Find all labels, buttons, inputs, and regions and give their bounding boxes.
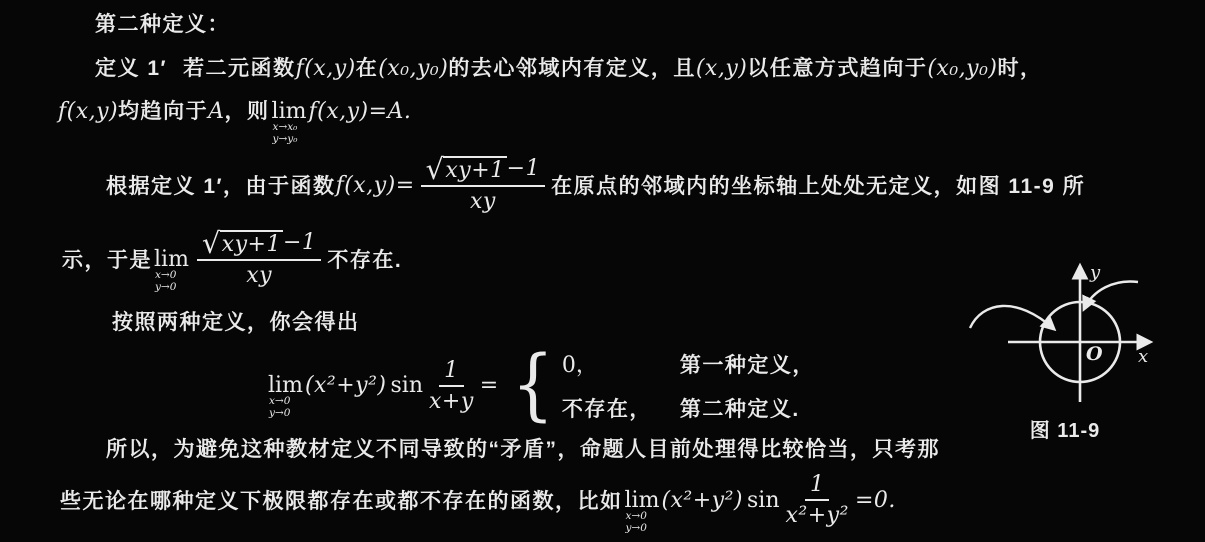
- case-row: [562, 393, 815, 423]
- x-axis-label: x: [1138, 346, 1149, 367]
- lim-subscripts: [155, 269, 176, 293]
- text-seg: 时，: [997, 57, 1043, 80]
- text-seg: 示，于是: [62, 249, 152, 273]
- radical-sign: √: [425, 152, 445, 186]
- limit-operator: [271, 99, 307, 146]
- origin-label: O: [1086, 343, 1103, 365]
- lim-word: lim: [271, 99, 307, 124]
- text-seg: 所以，为避免这种教材定义不同导致的“矛盾”，命题人目前处理得比较恰当，只考那: [106, 438, 940, 461]
- text-seg: 在: [355, 57, 379, 80]
- section-heading: [95, 8, 230, 38]
- text-seg: 的去心邻域内有定义，且: [448, 57, 696, 80]
- approach-arrow-left: [970, 306, 1054, 329]
- paragraph-conclusion-1: [106, 433, 940, 463]
- math-seg: (x²+y²): [661, 487, 744, 513]
- lim-subscripts: [269, 395, 290, 419]
- case-label: 第二种定义.: [679, 398, 800, 421]
- lim-sub-y: y→0: [625, 521, 647, 534]
- numerator-tail: −1: [282, 230, 317, 255]
- definition-line-1: [95, 52, 1042, 82]
- fraction-numerator: 1: [805, 472, 830, 501]
- lim-sub-y: y→0: [269, 407, 291, 420]
- fraction-numerator: [421, 152, 545, 187]
- fraction-sqrt-xy: [197, 226, 321, 289]
- text-seg: 不存在.: [327, 249, 403, 273]
- figure-11-9: [962, 252, 1167, 412]
- paragraph-two-definitions: [112, 306, 360, 336]
- fraction-denominator: x²+y²: [785, 503, 849, 528]
- case-value: 0，: [561, 353, 598, 378]
- paragraph-limit-dne: [62, 226, 403, 293]
- math-seg: A: [208, 99, 225, 124]
- lim-word: lim: [268, 373, 303, 398]
- equals-sign: =: [479, 373, 499, 398]
- lim-word: lim: [624, 487, 660, 513]
- lim-sub-x: x→x₀: [272, 121, 298, 133]
- lim-sub-y: y→y₀: [272, 133, 298, 146]
- radical-sign: √: [201, 226, 221, 260]
- lim-sub-x: x→0: [155, 268, 177, 281]
- case-row: [562, 348, 815, 379]
- fraction-denominator: xy: [246, 263, 273, 289]
- text-seg: 若二元函数: [183, 57, 296, 80]
- figure-caption: 图 11-9: [1029, 420, 1101, 442]
- lim-sub-x: x→0: [269, 395, 291, 407]
- fraction-sqrt-xy: [421, 152, 545, 215]
- math-seg: f(x,y): [295, 56, 356, 81]
- definition-line-2: [58, 95, 412, 146]
- numerator-tail: −1: [506, 156, 541, 181]
- limit-operator: [154, 246, 189, 293]
- lim-sub-x: x→0: [625, 509, 647, 522]
- display-equation-cases: [266, 340, 815, 431]
- cases-brace: {: [511, 340, 555, 431]
- lim-sub-y: y→0: [155, 280, 177, 293]
- fraction-numerator: [197, 226, 321, 261]
- math-seg: =0.: [854, 487, 896, 513]
- radicand: xy+1: [445, 158, 505, 183]
- text-seg: 按照两种定义，你会得出: [112, 311, 360, 334]
- fraction-numerator: 1: [439, 358, 464, 387]
- sin-operator: sin: [747, 487, 780, 513]
- math-seg: f(x,y)=: [335, 172, 415, 198]
- fraction-one-over-x-plus-y: [429, 358, 474, 414]
- radicand: xy+1: [221, 232, 281, 257]
- case-label: 第一种定义，: [679, 354, 815, 377]
- math-seg: f(x,y): [58, 99, 119, 124]
- cases-block: [562, 348, 815, 423]
- fraction-one-over-x2-plus-y2: [786, 472, 849, 528]
- definition-label: 定义 1′: [95, 57, 168, 80]
- fraction-denominator: xy: [469, 189, 496, 215]
- y-axis-label: y: [1090, 262, 1101, 283]
- text-seg: ，则: [224, 100, 270, 123]
- limit-operator: [624, 487, 660, 534]
- math-seg: (x²+y²): [304, 373, 387, 398]
- text-seg: 均趋向于: [118, 100, 209, 123]
- lim-subscripts: [626, 510, 647, 534]
- math-seg: (x,y): [695, 56, 748, 81]
- text-seg: 些无论在哪种定义下极限都存在或都不存在的函数，比如: [60, 490, 623, 513]
- text-seg: 在原点的邻域内的坐标轴上处处无定义，如图 11-9 所: [551, 175, 1086, 199]
- math-seg: f(x,y)=A.: [308, 99, 412, 124]
- sin-operator: sin: [390, 373, 424, 398]
- fraction-denominator: x+y: [429, 388, 474, 414]
- limit-operator: [268, 373, 303, 420]
- lim-subscripts: [273, 121, 298, 145]
- case-value: 不存在，: [561, 398, 652, 421]
- heading-text: 第二种定义：: [95, 13, 230, 36]
- paragraph-reason: [106, 152, 1086, 215]
- figure-drawing: [962, 252, 1167, 412]
- text-seg: 以任意方式趋向于: [747, 57, 928, 80]
- lim-word: lim: [154, 246, 189, 272]
- paragraph-conclusion-2: [60, 472, 896, 534]
- text-seg: 根据定义 1′，由于函数: [106, 175, 336, 199]
- math-seg: (x₀,y₀): [927, 56, 998, 81]
- math-seg: (x₀,y₀): [378, 56, 449, 81]
